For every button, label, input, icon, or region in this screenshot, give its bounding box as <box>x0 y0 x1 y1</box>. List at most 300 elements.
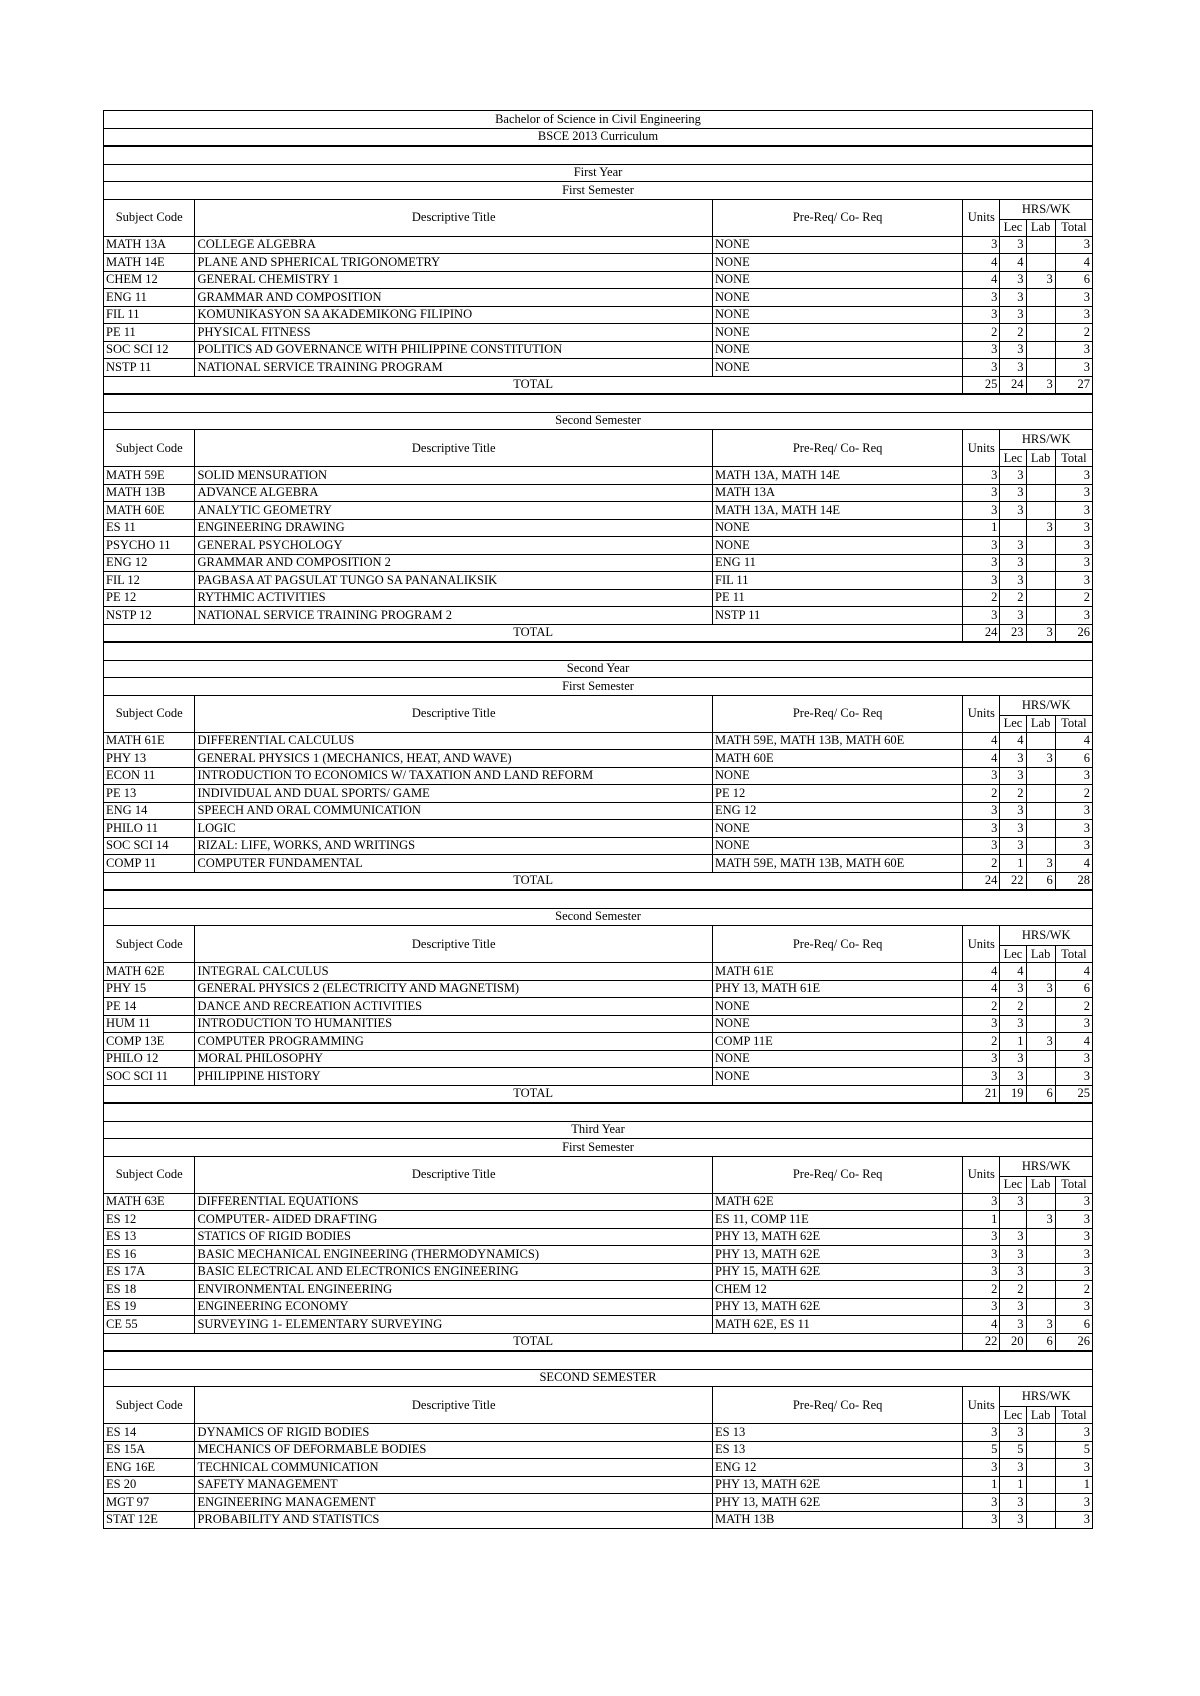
course-row <box>104 1298 1093 1316</box>
lab-hours: 3 <box>1026 980 1055 998</box>
subject-code: ES 19 <box>104 1298 195 1316</box>
total-units: 22 <box>963 1333 1000 1351</box>
subject-code: MGT 97 <box>104 1494 195 1512</box>
total-total: 27 <box>1055 376 1092 394</box>
course-row <box>104 1511 1093 1529</box>
descriptive-title: PROBABILITY AND STATISTICS <box>195 1511 713 1529</box>
lec-hours: 3 <box>1000 1068 1026 1086</box>
descriptive-title: POLITICS AD GOVERNANCE WITH PHILIPPINE CONSTITUTION <box>195 341 713 359</box>
total-hours: 5 <box>1055 1441 1092 1459</box>
header-lab: Lab <box>1026 1176 1055 1193</box>
descriptive-title: SURVEYING 1- ELEMENTARY SURVEYING <box>195 1316 713 1334</box>
units: 5 <box>963 1441 1000 1459</box>
lab-hours <box>1026 998 1055 1016</box>
course-row <box>104 271 1093 289</box>
header-units: Units <box>963 1387 1000 1424</box>
column-header-row <box>104 430 1093 450</box>
lec-hours: 5 <box>1000 1441 1026 1459</box>
descriptive-title: PHILIPPINE HISTORY <box>195 1068 713 1086</box>
course-row <box>104 1263 1093 1281</box>
prereq: NONE <box>713 341 963 359</box>
course-row <box>104 467 1093 485</box>
subject-code: ES 16 <box>104 1246 195 1264</box>
header-subject-code: Subject Code <box>104 926 195 963</box>
units: 3 <box>963 306 1000 324</box>
units: 3 <box>963 236 1000 254</box>
units: 4 <box>963 271 1000 289</box>
descriptive-title: ENGINEERING ECONOMY <box>195 1298 713 1316</box>
total-units: 24 <box>963 624 1000 642</box>
course-row <box>104 1424 1093 1442</box>
course-row <box>104 254 1093 272</box>
spacer-cell <box>104 394 1093 412</box>
spacer-row <box>104 890 1093 908</box>
lec-hours: 3 <box>1000 1246 1026 1264</box>
lab-hours <box>1026 1511 1055 1529</box>
prereq: NONE <box>713 519 963 537</box>
subject-code: ES 13 <box>104 1228 195 1246</box>
subject-code: ES 11 <box>104 519 195 537</box>
course-row <box>104 484 1093 502</box>
course-row <box>104 1068 1093 1086</box>
course-row <box>104 607 1093 625</box>
total-hours: 4 <box>1055 1033 1092 1051</box>
descriptive-title: COMPUTER- AIDED DRAFTING <box>195 1211 713 1229</box>
header-lec: Lec <box>1000 219 1026 236</box>
course-row <box>104 980 1093 998</box>
total-hours: 4 <box>1055 855 1092 873</box>
subject-code: CHEM 12 <box>104 271 195 289</box>
units: 3 <box>963 767 1000 785</box>
prereq: MATH 62E, ES 11 <box>713 1316 963 1334</box>
prereq: NONE <box>713 998 963 1016</box>
prereq: FIL 11 <box>713 572 963 590</box>
lec-hours: 3 <box>1000 767 1026 785</box>
total-lab: 6 <box>1026 1333 1055 1351</box>
lab-hours <box>1026 1441 1055 1459</box>
total-hours: 3 <box>1055 572 1092 590</box>
descriptive-title: MORAL PHILOSOPHY <box>195 1050 713 1068</box>
prereq: PHY 13, MATH 62E <box>713 1494 963 1512</box>
total-row <box>104 872 1093 890</box>
course-row <box>104 837 1093 855</box>
total-hours: 2 <box>1055 998 1092 1016</box>
prereq: MATH 59E, MATH 13B, MATH 60E <box>713 855 963 873</box>
total-hours: 6 <box>1055 980 1092 998</box>
subject-code: HUM 11 <box>104 1015 195 1033</box>
descriptive-title: COMPUTER PROGRAMMING <box>195 1033 713 1051</box>
total-units: 24 <box>963 872 1000 890</box>
units: 2 <box>963 998 1000 1016</box>
total-hours: 3 <box>1055 1424 1092 1442</box>
subject-code: PHY 13 <box>104 750 195 768</box>
course-row <box>104 1246 1093 1264</box>
prereq: MATH 59E, MATH 13B, MATH 60E <box>713 732 963 750</box>
course-row <box>104 820 1093 838</box>
lec-hours: 3 <box>1000 1316 1026 1334</box>
lec-hours: 2 <box>1000 324 1026 342</box>
subject-code: MATH 13A <box>104 236 195 254</box>
descriptive-title: SAFETY MANAGEMENT <box>195 1476 713 1494</box>
lec-hours: 3 <box>1000 467 1026 485</box>
subject-code: COMP 11 <box>104 855 195 873</box>
header-units: Units <box>963 695 1000 732</box>
prereq: ENG 11 <box>713 554 963 572</box>
total-hours: 3 <box>1055 1211 1092 1229</box>
header-prereq: Pre-Req/ Co- Req <box>713 695 963 732</box>
subject-code: SOC SCI 11 <box>104 1068 195 1086</box>
units: 3 <box>963 837 1000 855</box>
header-descriptive-title: Descriptive Title <box>195 695 713 732</box>
total-hours: 3 <box>1055 236 1092 254</box>
units: 3 <box>963 341 1000 359</box>
subject-code: MATH 13B <box>104 484 195 502</box>
lab-hours <box>1026 572 1055 590</box>
total-hours: 3 <box>1055 820 1092 838</box>
prereq: NONE <box>713 306 963 324</box>
header-total: Total <box>1055 715 1092 732</box>
lab-hours: 3 <box>1026 1211 1055 1229</box>
lec-hours: 3 <box>1000 554 1026 572</box>
header-prereq: Pre-Req/ Co- Req <box>713 199 963 236</box>
lec-hours: 3 <box>1000 820 1026 838</box>
document-title: Bachelor of Science in Civil Engineering <box>104 111 1093 129</box>
subject-code: MATH 63E <box>104 1193 195 1211</box>
header-total: Total <box>1055 219 1092 236</box>
lec-hours: 3 <box>1000 980 1026 998</box>
course-row <box>104 519 1093 537</box>
prereq: ENG 12 <box>713 802 963 820</box>
course-row <box>104 750 1093 768</box>
spacer-cell <box>104 1103 1093 1121</box>
prereq: PE 11 <box>713 589 963 607</box>
total-label: TOTAL <box>104 624 963 642</box>
course-row <box>104 1050 1093 1068</box>
curriculum-table <box>103 110 1093 1529</box>
subject-code: PE 11 <box>104 324 195 342</box>
lec-hours: 3 <box>1000 1298 1026 1316</box>
total-hours: 6 <box>1055 1316 1092 1334</box>
header-subject-code: Subject Code <box>104 1387 195 1424</box>
lec-hours: 3 <box>1000 271 1026 289</box>
header-subject-code: Subject Code <box>104 695 195 732</box>
descriptive-title: SOLID MENSURATION <box>195 467 713 485</box>
subject-code: ES 20 <box>104 1476 195 1494</box>
total-hours: 3 <box>1055 1050 1092 1068</box>
units: 3 <box>963 537 1000 555</box>
total-lab: 3 <box>1026 376 1055 394</box>
descriptive-title: RIZAL: LIFE, WORKS, AND WRITINGS <box>195 837 713 855</box>
lec-hours: 3 <box>1000 1263 1026 1281</box>
descriptive-title: KOMUNIKASYON SA AKADEMIKONG FILIPINO <box>195 306 713 324</box>
subject-code: SOC SCI 12 <box>104 341 195 359</box>
lab-hours: 3 <box>1026 519 1055 537</box>
lab-hours <box>1026 1050 1055 1068</box>
total-hours: 2 <box>1055 324 1092 342</box>
units: 3 <box>963 1494 1000 1512</box>
lab-hours <box>1026 1494 1055 1512</box>
descriptive-title: BASIC ELECTRICAL AND ELECTRONICS ENGINEERING <box>195 1263 713 1281</box>
total-hours: 3 <box>1055 537 1092 555</box>
subject-code: PHY 15 <box>104 980 195 998</box>
lab-hours <box>1026 1476 1055 1494</box>
lab-hours <box>1026 502 1055 520</box>
total-hours: 3 <box>1055 767 1092 785</box>
semester-label: SECOND SEMESTER <box>104 1369 1093 1387</box>
header-descriptive-title: Descriptive Title <box>195 926 713 963</box>
total-hours: 3 <box>1055 519 1092 537</box>
units: 3 <box>963 607 1000 625</box>
descriptive-title: DANCE AND RECREATION ACTIVITIES <box>195 998 713 1016</box>
lec-hours: 3 <box>1000 607 1026 625</box>
lec-hours: 3 <box>1000 537 1026 555</box>
header-lec: Lec <box>1000 450 1026 467</box>
descriptive-title: GENERAL CHEMISTRY 1 <box>195 271 713 289</box>
course-row <box>104 802 1093 820</box>
course-row <box>104 1459 1093 1477</box>
total-lec: 22 <box>1000 872 1026 890</box>
subject-code: PHILO 11 <box>104 820 195 838</box>
prereq: NONE <box>713 289 963 307</box>
total-hours: 3 <box>1055 359 1092 377</box>
units: 3 <box>963 1050 1000 1068</box>
total-label: TOTAL <box>104 872 963 890</box>
lab-hours: 3 <box>1026 271 1055 289</box>
lec-hours: 3 <box>1000 484 1026 502</box>
lab-hours <box>1026 254 1055 272</box>
prereq: COMP 11E <box>713 1033 963 1051</box>
descriptive-title: PHYSICAL FITNESS <box>195 324 713 342</box>
header-lec: Lec <box>1000 1407 1026 1424</box>
course-row <box>104 1015 1093 1033</box>
total-hours: 3 <box>1055 306 1092 324</box>
total-row <box>104 1333 1093 1351</box>
lab-hours <box>1026 467 1055 485</box>
prereq: ES 13 <box>713 1424 963 1442</box>
lec-hours: 2 <box>1000 589 1026 607</box>
total-lab: 3 <box>1026 624 1055 642</box>
prereq: NONE <box>713 1015 963 1033</box>
total-hours: 3 <box>1055 802 1092 820</box>
header-descriptive-title: Descriptive Title <box>195 1387 713 1424</box>
descriptive-title: INTRODUCTION TO HUMANITIES <box>195 1015 713 1033</box>
lab-hours <box>1026 1298 1055 1316</box>
total-hours: 3 <box>1055 554 1092 572</box>
total-lec: 20 <box>1000 1333 1026 1351</box>
units: 1 <box>963 1211 1000 1229</box>
semester-row <box>104 908 1093 926</box>
prereq: PHY 15, MATH 62E <box>713 1263 963 1281</box>
units: 3 <box>963 467 1000 485</box>
lab-hours <box>1026 732 1055 750</box>
lec-hours: 2 <box>1000 785 1026 803</box>
units: 3 <box>963 484 1000 502</box>
descriptive-title: SPEECH AND ORAL COMMUNICATION <box>195 802 713 820</box>
units: 3 <box>963 1263 1000 1281</box>
total-hours: 3 <box>1055 484 1092 502</box>
lab-hours <box>1026 837 1055 855</box>
descriptive-title: GENERAL PSYCHOLOGY <box>195 537 713 555</box>
total-hours: 3 <box>1055 1494 1092 1512</box>
descriptive-title: BASIC MECHANICAL ENGINEERING (THERMODYNAMICS) <box>195 1246 713 1264</box>
header-hrs-wk: HRS/WK <box>1000 926 1093 946</box>
lec-hours: 2 <box>1000 998 1026 1016</box>
units: 3 <box>963 1193 1000 1211</box>
lec-hours: 3 <box>1000 341 1026 359</box>
header-lab: Lab <box>1026 1407 1055 1424</box>
year-row <box>104 1121 1093 1139</box>
lab-hours <box>1026 607 1055 625</box>
units: 3 <box>963 1511 1000 1529</box>
units: 2 <box>963 1033 1000 1051</box>
prereq: NONE <box>713 359 963 377</box>
subject-code: PSYCHO 11 <box>104 537 195 555</box>
header-hrs-wk: HRS/WK <box>1000 695 1093 715</box>
units: 3 <box>963 802 1000 820</box>
spacer-row <box>104 146 1093 164</box>
header-total: Total <box>1055 450 1092 467</box>
spacer-cell <box>104 146 1093 164</box>
prereq: MATH 13A, MATH 14E <box>713 467 963 485</box>
subject-code: COMP 13E <box>104 1033 195 1051</box>
total-lab: 6 <box>1026 1085 1055 1103</box>
total-row <box>104 624 1093 642</box>
course-row <box>104 785 1093 803</box>
course-row <box>104 1033 1093 1051</box>
header-subject-code: Subject Code <box>104 1156 195 1193</box>
descriptive-title: PLANE AND SPHERICAL TRIGONOMETRY <box>195 254 713 272</box>
units: 3 <box>963 1298 1000 1316</box>
lec-hours: 3 <box>1000 502 1026 520</box>
year-label: Second Year <box>104 660 1093 678</box>
prereq: MATH 62E <box>713 1193 963 1211</box>
lec-hours: 3 <box>1000 1511 1026 1529</box>
total-hours: 3 <box>1055 289 1092 307</box>
lab-hours: 3 <box>1026 1033 1055 1051</box>
descriptive-title: ENGINEERING MANAGEMENT <box>195 1494 713 1512</box>
subject-code: MATH 59E <box>104 467 195 485</box>
subject-code: SOC SCI 14 <box>104 837 195 855</box>
course-row <box>104 1281 1093 1299</box>
subject-code: ES 18 <box>104 1281 195 1299</box>
total-hours: 3 <box>1055 1459 1092 1477</box>
prereq: NONE <box>713 236 963 254</box>
descriptive-title: DIFFERENTIAL CALCULUS <box>195 732 713 750</box>
lab-hours <box>1026 1281 1055 1299</box>
course-row <box>104 502 1093 520</box>
units: 3 <box>963 820 1000 838</box>
semester-label: Second Semester <box>104 412 1093 430</box>
total-lec: 19 <box>1000 1085 1026 1103</box>
prereq: MATH 13A <box>713 484 963 502</box>
semester-row <box>104 678 1093 696</box>
units: 2 <box>963 589 1000 607</box>
spacer-cell <box>104 1351 1093 1369</box>
lec-hours: 1 <box>1000 855 1026 873</box>
subject-code: NSTP 12 <box>104 607 195 625</box>
descriptive-title: INDIVIDUAL AND DUAL SPORTS/ GAME <box>195 785 713 803</box>
total-hours: 3 <box>1055 1298 1092 1316</box>
header-lab: Lab <box>1026 715 1055 732</box>
subject-code: FIL 11 <box>104 306 195 324</box>
header-total: Total <box>1055 1407 1092 1424</box>
total-hours: 4 <box>1055 732 1092 750</box>
lab-hours <box>1026 359 1055 377</box>
descriptive-title: NATIONAL SERVICE TRAINING PROGRAM <box>195 359 713 377</box>
subject-code: ES 17A <box>104 1263 195 1281</box>
prereq: NSTP 11 <box>713 607 963 625</box>
descriptive-title: DIFFERENTIAL EQUATIONS <box>195 1193 713 1211</box>
lec-hours: 3 <box>1000 802 1026 820</box>
prereq: CHEM 12 <box>713 1281 963 1299</box>
year-row <box>104 164 1093 182</box>
total-lec: 23 <box>1000 624 1026 642</box>
total-total: 26 <box>1055 624 1092 642</box>
prereq: NONE <box>713 271 963 289</box>
subject-code: ES 12 <box>104 1211 195 1229</box>
lab-hours <box>1026 589 1055 607</box>
units: 4 <box>963 732 1000 750</box>
total-hours: 3 <box>1055 607 1092 625</box>
course-row <box>104 1441 1093 1459</box>
lab-hours <box>1026 1263 1055 1281</box>
lab-hours <box>1026 767 1055 785</box>
prereq: NONE <box>713 820 963 838</box>
year-label: Third Year <box>104 1121 1093 1139</box>
total-hours: 3 <box>1055 502 1092 520</box>
column-header-row <box>104 1156 1093 1176</box>
prereq: NONE <box>713 537 963 555</box>
lec-hours <box>1000 1211 1026 1229</box>
lab-hours <box>1026 785 1055 803</box>
lab-hours <box>1026 1228 1055 1246</box>
course-row <box>104 732 1093 750</box>
semester-label: First Semester <box>104 182 1093 200</box>
header-prereq: Pre-Req/ Co- Req <box>713 430 963 467</box>
lec-hours: 1 <box>1000 1476 1026 1494</box>
subject-code: CE 55 <box>104 1316 195 1334</box>
prereq: PHY 13, MATH 61E <box>713 980 963 998</box>
descriptive-title: INTEGRAL CALCULUS <box>195 963 713 981</box>
subject-code: PHILO 12 <box>104 1050 195 1068</box>
subject-code: MATH 60E <box>104 502 195 520</box>
lab-hours <box>1026 324 1055 342</box>
lec-hours: 4 <box>1000 254 1026 272</box>
course-row <box>104 289 1093 307</box>
header-hrs-wk: HRS/WK <box>1000 430 1093 450</box>
units: 4 <box>963 980 1000 998</box>
total-hours: 1 <box>1055 1476 1092 1494</box>
header-units: Units <box>963 926 1000 963</box>
lec-hours: 3 <box>1000 289 1026 307</box>
lec-hours: 3 <box>1000 750 1026 768</box>
subject-code: MATH 62E <box>104 963 195 981</box>
lab-hours <box>1026 1246 1055 1264</box>
header-hrs-wk: HRS/WK <box>1000 1387 1093 1407</box>
units: 3 <box>963 1015 1000 1033</box>
course-row <box>104 324 1093 342</box>
lab-hours <box>1026 1068 1055 1086</box>
units: 3 <box>963 359 1000 377</box>
total-row <box>104 376 1093 394</box>
total-label: TOTAL <box>104 376 963 394</box>
total-total: 26 <box>1055 1333 1092 1351</box>
total-hours: 3 <box>1055 1511 1092 1529</box>
semester-row <box>104 182 1093 200</box>
total-row <box>104 1085 1093 1103</box>
subject-code: ECON 11 <box>104 767 195 785</box>
prereq: PE 12 <box>713 785 963 803</box>
